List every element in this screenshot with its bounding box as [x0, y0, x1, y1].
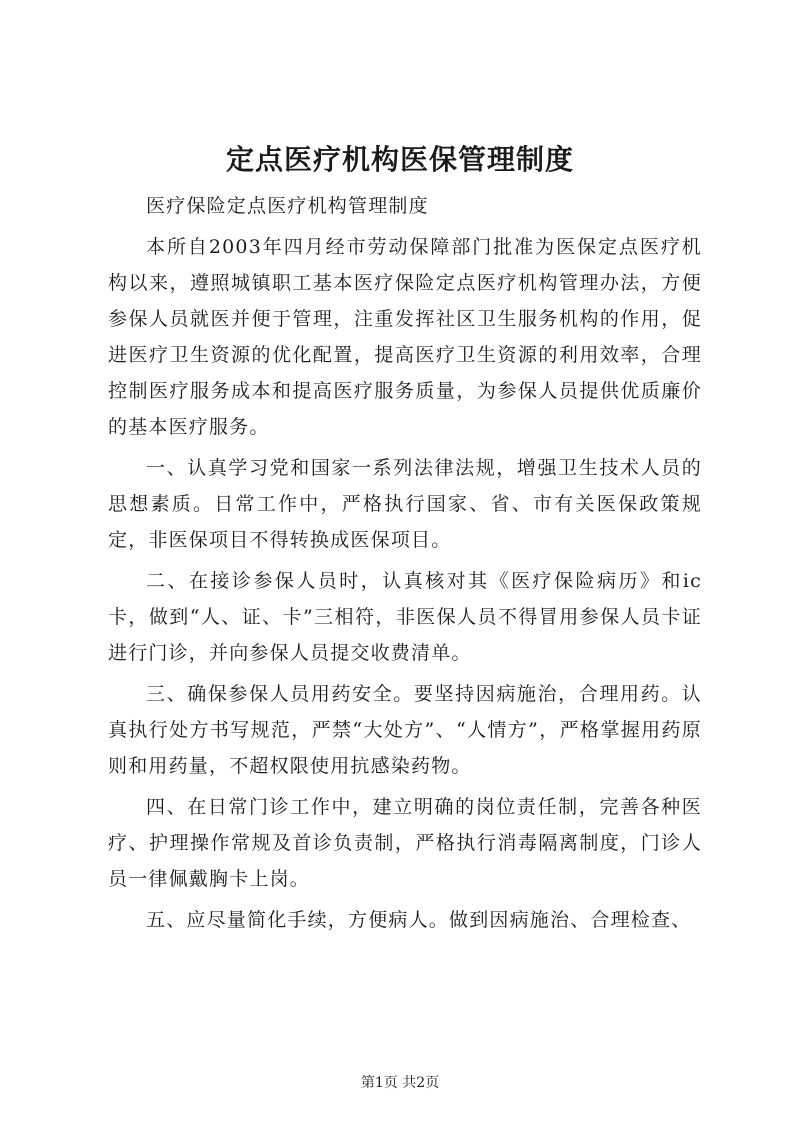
document-body	[108, 188, 702, 943]
document-title: 定点医疗机构医保管理制度	[225, 143, 574, 176]
paragraph-item-3: 三、确保参保人员用药安全。要坚持因病施治，合理用药。认真执行处方书写规范，严禁“大处方”、“人情方”，严格掌握用药原则和用药量，不超权限使用抗感染药物。	[108, 683, 702, 777]
paragraph-item-2: 二、在接诊参保人员时，认真核对其《医疗保险病历》和ic卡，做到“人、证、卡”三相符，非医保人员不得冒用参保人员卡证进行门诊，并向参保人员提交收费清单。	[108, 570, 702, 664]
paragraph-item-5: 五、应尽量简化手续，方便病人。做到因病施治、合理检查、	[146, 909, 692, 931]
paragraph-subtitle: 医疗保险定点医疗机构管理制度	[146, 195, 429, 217]
paragraph-item-4: 四、在日常门诊工作中，建立明确的岗位责任制，完善各种医疗、护理操作常规及首诊负责制，严格执行消毒隔离制度，门诊人员一律佩戴胸卡上岗。	[108, 796, 702, 890]
page-number: 第1页 共2页	[360, 1075, 440, 1091]
paragraph-item-1: 一、认真学习党和国家一系列法律法规，增强卫生技术人员的思想素质。日常工作中，严格执行国家、省、市有关医保政策规定，非医保项目不得转换成医保项目。	[108, 457, 702, 551]
paragraph-intro: 本所自2003年四月经市劳动保障部门批准为医保定点医疗机构以来，遵照城镇职工基本医疗保险定点医疗机构管理办法，方便参保人员就医并便于管理，注重发挥社区卫生服务机构的作用，促进医疗卫生资源的优化配置，提高医疗卫生资源的利用效率，合理控制医疗服务成本和提高医疗服务质量，为参保人员提供优质廉价的基本医疗服务。	[108, 236, 702, 438]
